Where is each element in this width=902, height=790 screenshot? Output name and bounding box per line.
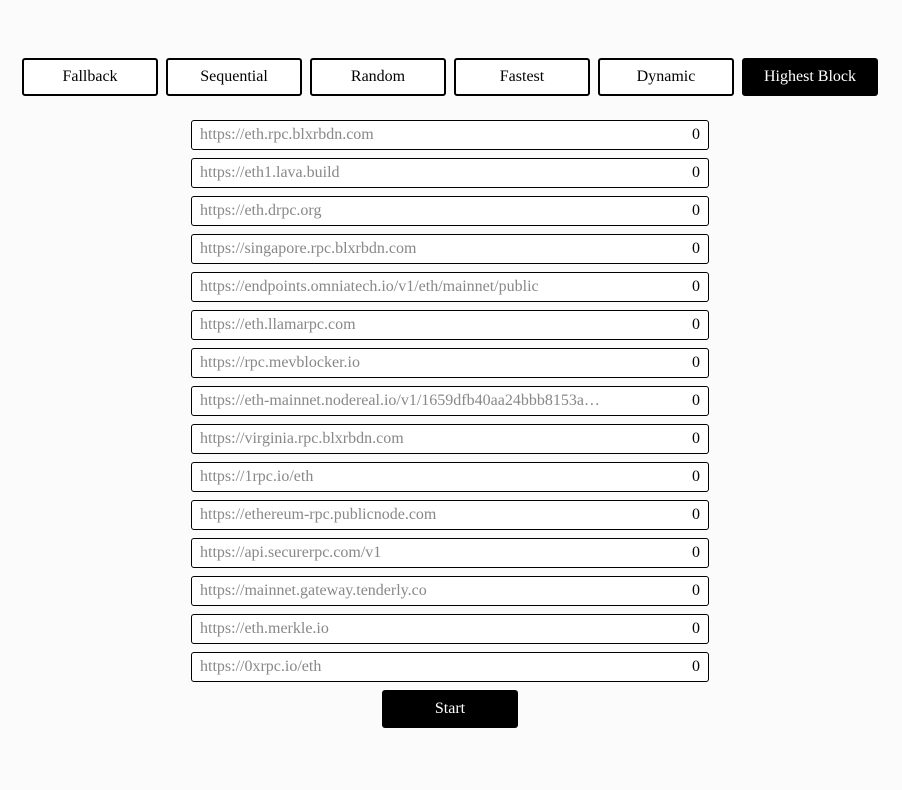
endpoint-url-input[interactable] bbox=[200, 506, 616, 524]
endpoint-url-input[interactable] bbox=[200, 240, 616, 258]
endpoint-url-input[interactable] bbox=[200, 658, 616, 676]
endpoint-url-input[interactable] bbox=[200, 164, 616, 182]
tab-sequential[interactable]: Sequential bbox=[166, 58, 302, 96]
start-button[interactable]: Start bbox=[382, 690, 518, 728]
endpoint-count: 0 bbox=[692, 202, 700, 219]
endpoint-count: 0 bbox=[692, 126, 700, 143]
endpoint-count: 0 bbox=[692, 620, 700, 637]
endpoint-count: 0 bbox=[692, 506, 700, 523]
endpoint-count: 0 bbox=[692, 582, 700, 599]
endpoint-row bbox=[191, 310, 709, 340]
endpoint-count: 0 bbox=[692, 392, 700, 409]
endpoint-row bbox=[191, 614, 709, 644]
endpoint-row bbox=[191, 538, 709, 568]
endpoint-url-input[interactable] bbox=[200, 392, 616, 410]
tab-fallback[interactable]: Fallback bbox=[22, 58, 158, 96]
endpoint-count: 0 bbox=[692, 544, 700, 561]
endpoint-url-input[interactable] bbox=[200, 582, 616, 600]
endpoint-count: 0 bbox=[692, 278, 700, 295]
endpoint-url-input[interactable] bbox=[200, 620, 616, 638]
endpoint-row bbox=[191, 120, 709, 150]
endpoint-url-input[interactable] bbox=[200, 202, 616, 220]
endpoint-url-input[interactable] bbox=[200, 316, 616, 334]
endpoint-url-input[interactable] bbox=[200, 126, 616, 144]
endpoint-url-input[interactable] bbox=[200, 430, 616, 448]
endpoint-row bbox=[191, 462, 709, 492]
tab-random[interactable]: Random bbox=[310, 58, 446, 96]
endpoint-list bbox=[191, 120, 709, 690]
endpoint-count: 0 bbox=[692, 316, 700, 333]
endpoint-count: 0 bbox=[692, 658, 700, 675]
endpoint-row bbox=[191, 652, 709, 682]
tab-fastest[interactable]: Fastest bbox=[454, 58, 590, 96]
endpoint-row bbox=[191, 348, 709, 378]
endpoint-count: 0 bbox=[692, 240, 700, 257]
endpoint-url-input[interactable] bbox=[200, 468, 616, 486]
endpoint-row bbox=[191, 158, 709, 188]
endpoint-row bbox=[191, 196, 709, 226]
endpoint-row bbox=[191, 272, 709, 302]
endpoint-url-input[interactable] bbox=[200, 544, 616, 562]
endpoint-row bbox=[191, 424, 709, 454]
endpoint-row bbox=[191, 500, 709, 530]
strategy-tabs bbox=[22, 58, 878, 96]
endpoint-count: 0 bbox=[692, 430, 700, 447]
tab-dynamic[interactable]: Dynamic bbox=[598, 58, 734, 96]
endpoint-url-input[interactable] bbox=[200, 354, 616, 372]
endpoint-count: 0 bbox=[692, 164, 700, 181]
endpoint-row bbox=[191, 386, 709, 416]
endpoint-row bbox=[191, 576, 709, 606]
endpoint-row bbox=[191, 234, 709, 264]
endpoint-count: 0 bbox=[692, 354, 700, 371]
endpoint-url-input[interactable] bbox=[200, 278, 616, 296]
tab-highest-block[interactable]: Highest Block bbox=[742, 58, 878, 96]
endpoint-count: 0 bbox=[692, 468, 700, 485]
